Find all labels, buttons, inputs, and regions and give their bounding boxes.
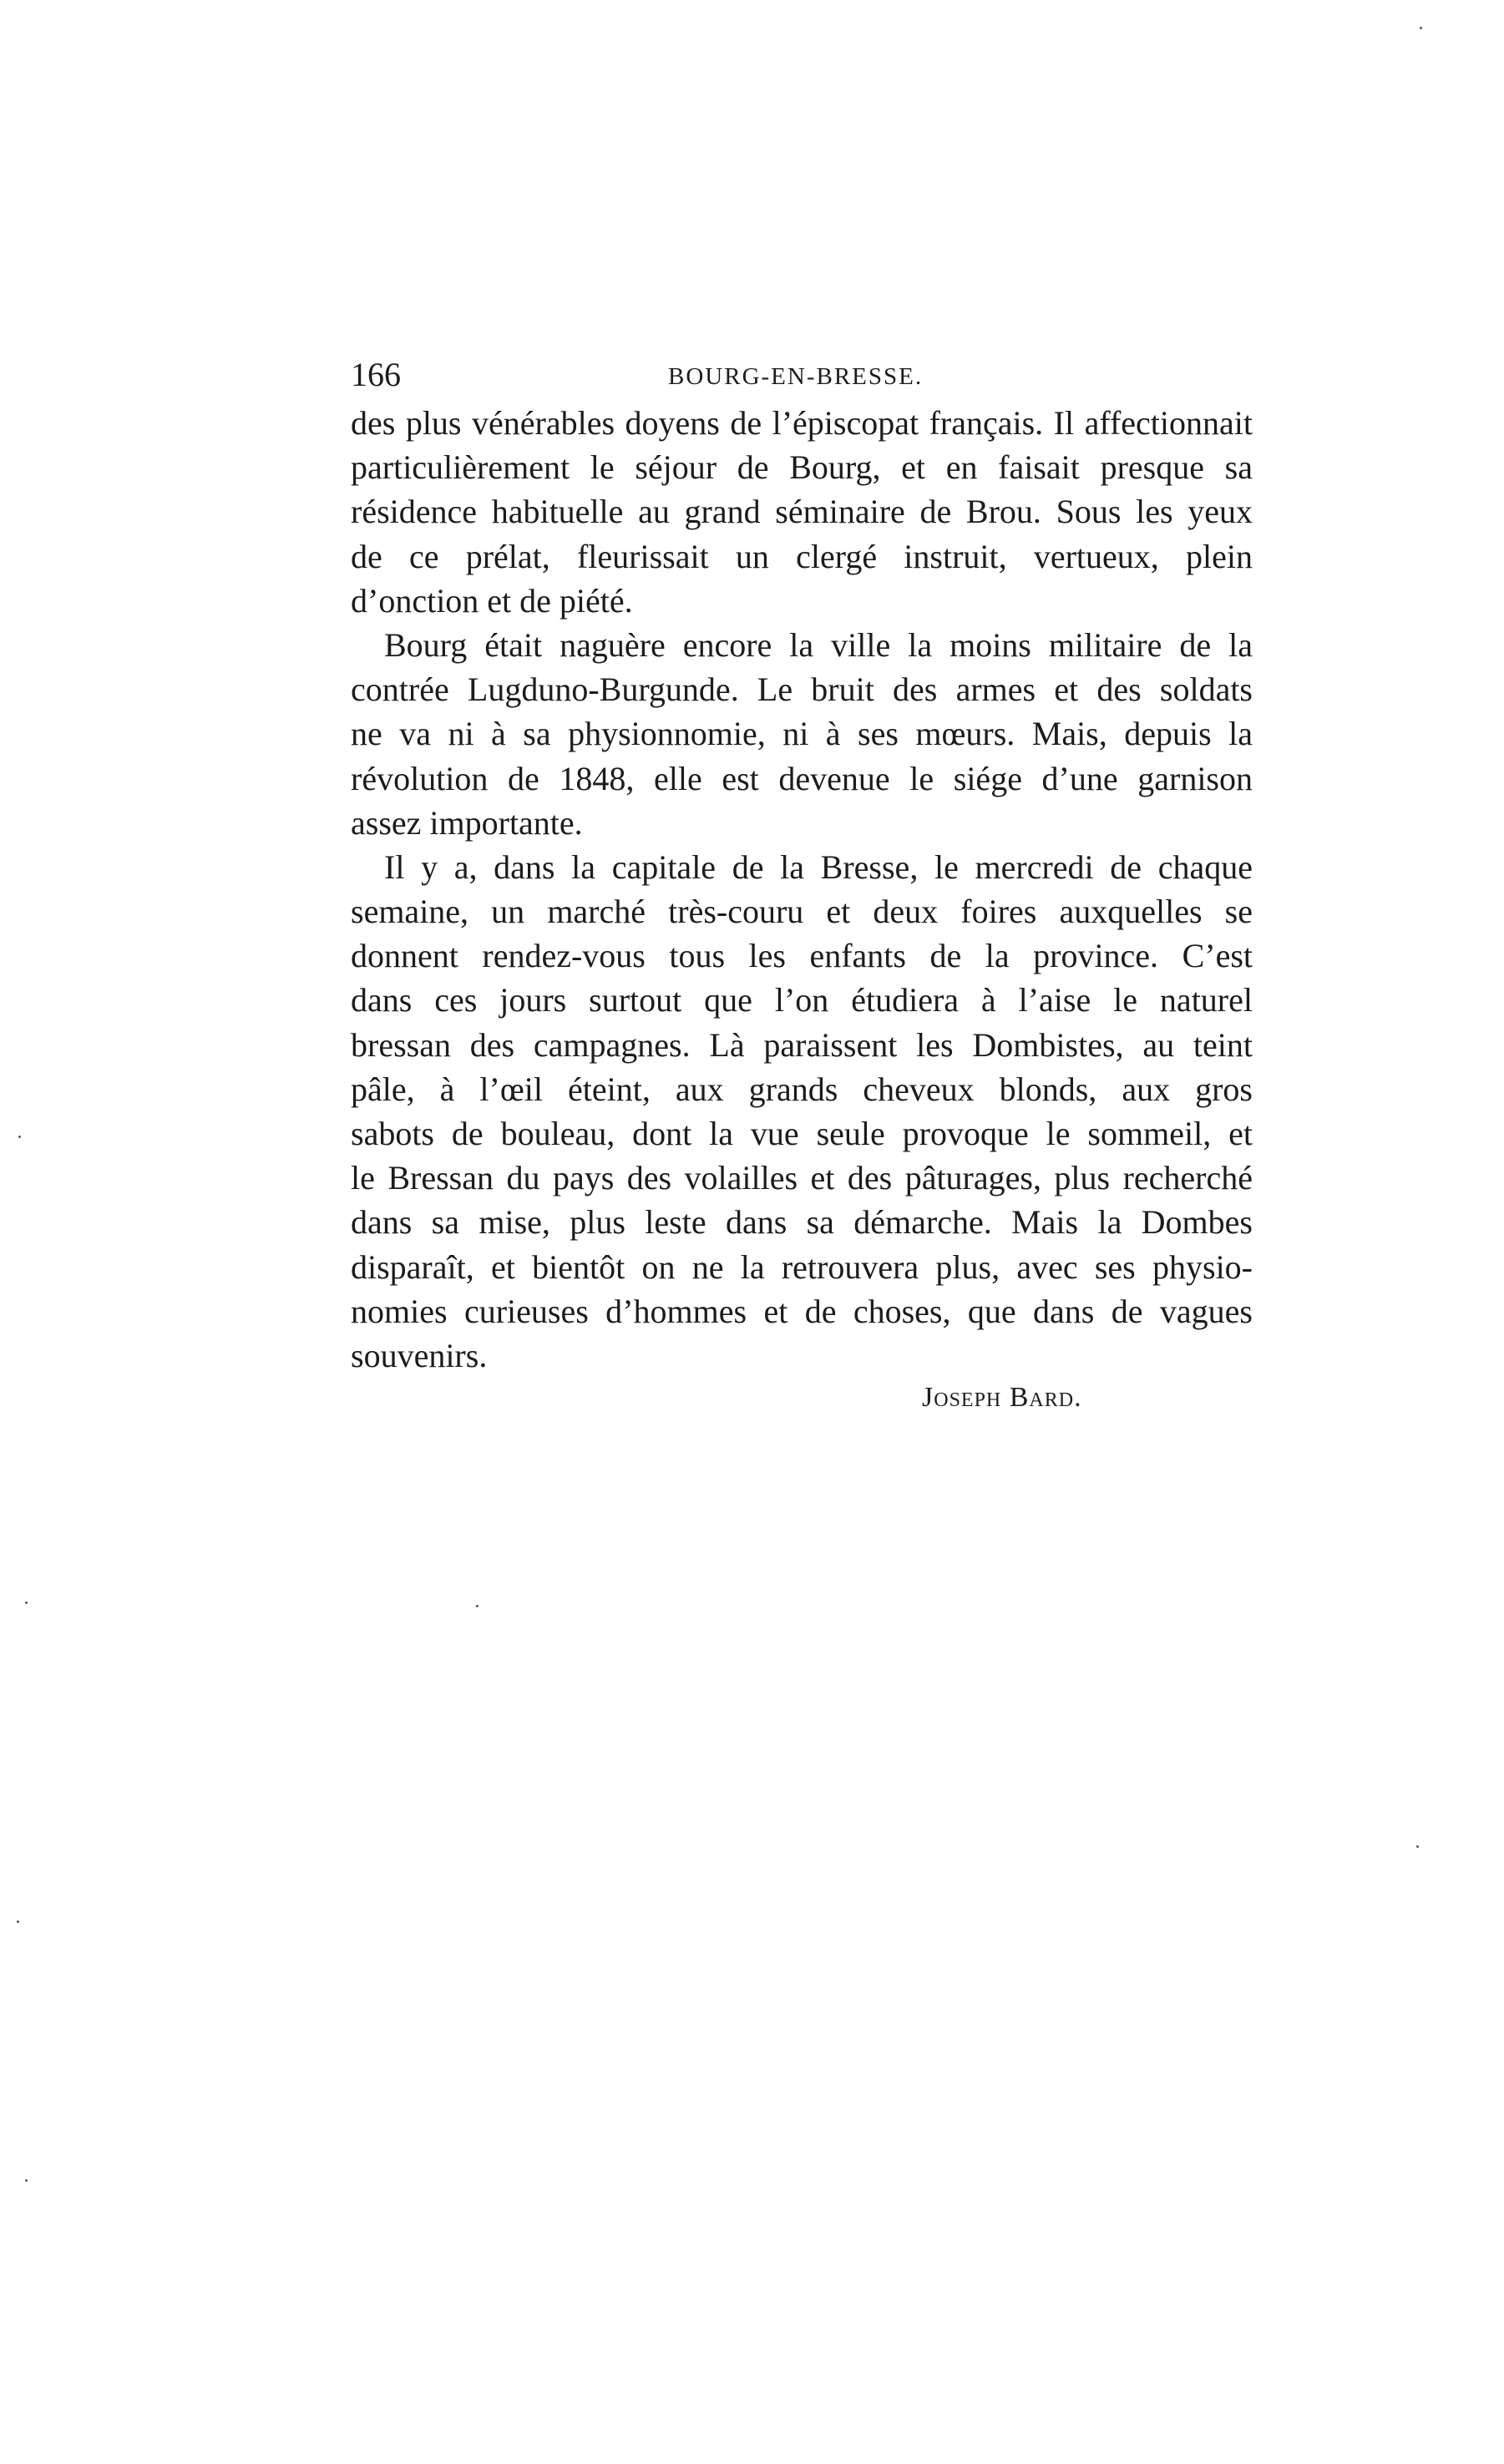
speck: [1420, 27, 1422, 29]
paragraph-2: [351, 623, 1253, 845]
text-line: nomies curieuses d’hommes et de choses, que dans de vagues: [351, 1292, 1253, 1330]
running-head: BOURG-EN-BRESSE.: [668, 363, 924, 390]
text-line: donnent rendez-vous tous les enfants de la province. C’est: [351, 937, 1253, 975]
speck: [25, 2179, 28, 2182]
text-line: Il y a, dans la capitale de la Bresse, le mercredi de chaque: [384, 847, 1253, 886]
body-text: [351, 401, 1253, 1378]
text-line: d’onction et de piété.: [351, 581, 633, 620]
page-header: [351, 355, 1253, 395]
speck: [1416, 1845, 1419, 1848]
text-line: dans sa mise, plus leste dans sa démarche. Mais la Dombes: [351, 1203, 1253, 1242]
text-line: révolution de 1848, elle est devenue le siége d’une garnison: [351, 759, 1253, 797]
text-line: de ce prélat, fleurissait un clergé instruit, vertueux, plein: [351, 537, 1253, 575]
text-line: Bourg était naguère encore la ville la moins militaire de la: [384, 625, 1253, 664]
text-line: pâle, à l’œil éteint, aux grands cheveux blonds, aux gros: [351, 1070, 1253, 1108]
text-line: sabots de bouleau, dont la vue seule provoque le sommeil, et: [351, 1115, 1253, 1152]
text-line: résidence habituelle au grand séminaire de Brou. Sous les yeux: [351, 493, 1253, 531]
paragraph-3: [351, 845, 1253, 1378]
text-line: contrée Lugduno-Burgunde. Le bruit des armes et des soldats: [351, 670, 1253, 709]
text-line: particulièrement le séjour de Bourg, et en faisait presque sa: [351, 448, 1253, 487]
page-number: 166: [351, 356, 401, 393]
text-line: assez importante.: [351, 803, 583, 842]
paragraph-1: [351, 401, 1253, 623]
text-line: dans ces jours surtout que l’on étudiera à l’aise le naturel: [351, 981, 1253, 1019]
text-line: disparaît, et bientôt on ne la retrouvera plus, avec ses physio-: [351, 1247, 1253, 1286]
text-line: le Bressan du pays des volailles et des pâturages, plus recherché: [351, 1159, 1253, 1197]
text-line: des plus vénérables doyens de l’épiscopat français. Il affectionnait: [351, 404, 1253, 442]
text-line: ne va ni à sa physionnomie, ni à ses mœurs. Mais, depuis la: [351, 715, 1253, 753]
speck: [18, 1136, 21, 1138]
speck: [25, 1601, 28, 1604]
speck: [17, 1920, 19, 1923]
author-signature: Joseph Bard.: [922, 1382, 1082, 1413]
text-line: semaine, un marché très-couru et deux foires auxquelles se: [351, 893, 1253, 931]
text-line: bressan des campagnes. Là paraissent les Dombistes, au teint: [351, 1025, 1253, 1064]
speck: [476, 1605, 479, 1607]
text-line: souvenirs.: [351, 1336, 488, 1374]
